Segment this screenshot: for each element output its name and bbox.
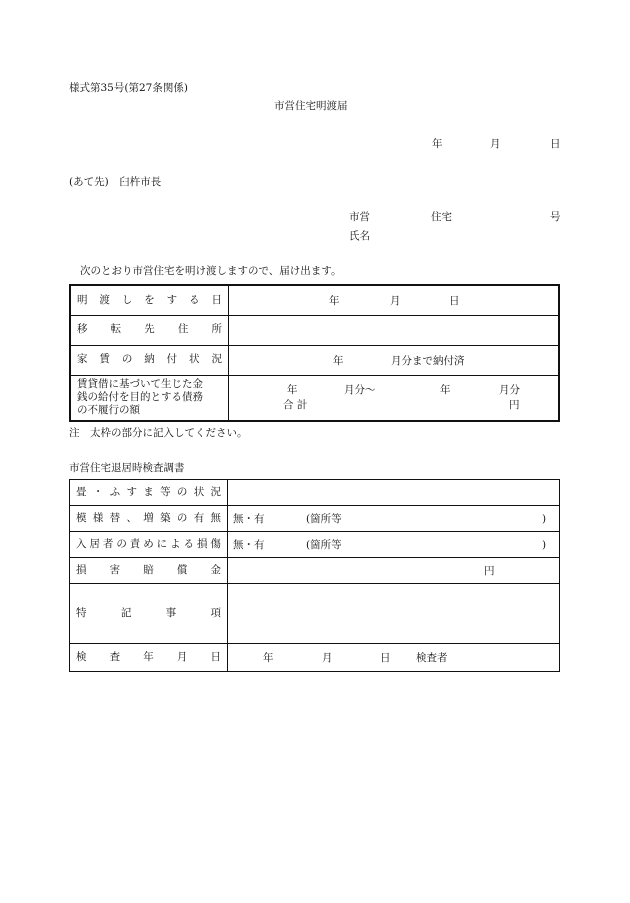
document-title: 市営住宅明渡届 [274, 100, 348, 112]
inspection-date-field[interactable] [228, 644, 560, 672]
table-row [70, 506, 560, 532]
moveout-date-label-cell [70, 285, 229, 315]
table-row [70, 532, 560, 558]
renovation-location-close: ) [542, 513, 547, 525]
form-number: 様式第35号(第27条関係) [69, 82, 188, 94]
inspection-day-label: 日 [380, 652, 391, 664]
special-notes-label: 特 記 事 項 [76, 606, 221, 619]
unpaid-debt-label-line2: 銭の給付を目的とする債務 [77, 391, 203, 404]
tatami-status-label: 畳 ・ ふ す ま 等 の 状 況 [76, 485, 221, 498]
compensation-label-cell [70, 558, 228, 584]
renovation-field[interactable] [228, 506, 560, 532]
unpaid-debt-label-line3: の不履行の額 [77, 404, 140, 417]
table-row [70, 315, 559, 345]
intro-text: 次のとおり市営住宅を明け渡しますので、届け出ます。 [80, 265, 342, 277]
table-row [70, 644, 560, 672]
compensation-yen-label: 円 [484, 565, 495, 577]
compensation-field[interactable] [228, 558, 560, 584]
moveout-month-label: 月 [390, 295, 401, 307]
renovation-options[interactable]: 無・有 [233, 513, 265, 525]
inspection-date-label: 検 査 年 月 日 [76, 650, 221, 663]
damage-label: 入 居 者 の 責 め に よ る 損 傷 [76, 537, 221, 550]
table-row [70, 480, 560, 506]
debt-total-label: 合 計 [283, 398, 308, 411]
special-notes-label-cell [70, 584, 228, 644]
debt-to-month-label: 月分 [499, 383, 520, 396]
inspection-title: 市営住宅退居時検査調書 [69, 462, 185, 474]
debt-from-month-label: 月分～ [344, 383, 376, 396]
applicant-name-label: 氏名 [349, 230, 370, 242]
table-row [70, 375, 559, 421]
unpaid-debt-label-cell [70, 375, 229, 421]
inspection-date-label-cell [70, 644, 228, 672]
date-day-label: 日 [550, 138, 561, 150]
moveout-date-field[interactable] [229, 285, 560, 315]
debt-yen-label: 円 [509, 398, 520, 411]
new-address-label: 移 転 先 住 所 [77, 323, 222, 336]
applicant-number-label: 号 [550, 211, 561, 223]
inspection-table [69, 479, 560, 672]
tatami-status-label-cell [70, 480, 228, 506]
rent-status-label: 家 賃 の 納 付 状 況 [77, 353, 222, 366]
moveout-day-label: 日 [449, 295, 460, 307]
special-notes-field[interactable] [228, 584, 560, 644]
damage-options[interactable]: 無・有 [233, 539, 265, 551]
table-row [70, 558, 560, 584]
table-row [70, 584, 560, 644]
renovation-location-open: (箇所等 [306, 513, 342, 525]
new-address-label-cell [70, 315, 229, 345]
rent-year-label: 年 [333, 354, 344, 367]
table-row [70, 285, 559, 315]
damage-field[interactable] [228, 532, 560, 558]
moveout-date-label: 明 渡 し を す る 日 [77, 293, 222, 306]
applicant-housing-label: 市営 [349, 211, 370, 223]
date-year-label: 年 [432, 138, 443, 150]
rent-status-field[interactable] [229, 345, 560, 375]
debt-to-year-label: 年 [440, 383, 451, 396]
addressee: (あて先) 臼杵市長 [69, 176, 162, 188]
moveout-year-label: 年 [329, 295, 340, 307]
compensation-label: 損 害 賠 償 金 [76, 563, 221, 576]
renovation-label: 模 様 替 、 増 築 の 有 無 [76, 511, 221, 524]
date-month-label: 月 [490, 138, 501, 150]
table-row [70, 345, 559, 375]
inspector-label: 検査者 [416, 652, 448, 664]
new-address-field[interactable] [229, 315, 560, 345]
inspection-year-label: 年 [263, 652, 274, 664]
tatami-status-field[interactable] [228, 480, 560, 506]
damage-label-cell [70, 532, 228, 558]
renovation-label-cell [70, 506, 228, 532]
unpaid-debt-field[interactable] [229, 375, 560, 421]
unpaid-debt-label [77, 378, 228, 417]
inspection-month-label: 月 [322, 652, 333, 664]
unpaid-debt-label-line1: 賃貸借に基づいて生じた金 [77, 378, 203, 391]
rent-paid-until-label: 月分まで納付済 [391, 354, 465, 367]
debt-from-year-label: 年 [287, 383, 298, 396]
damage-location-open: (箇所等 [306, 539, 342, 551]
damage-location-close: ) [542, 539, 547, 551]
rent-status-label-cell [70, 345, 229, 375]
fill-in-note: 注 太枠の部分に記入してください。 [69, 427, 248, 439]
move-out-form-table [69, 284, 560, 422]
applicant-housing-unit: 住宅 [431, 211, 452, 223]
